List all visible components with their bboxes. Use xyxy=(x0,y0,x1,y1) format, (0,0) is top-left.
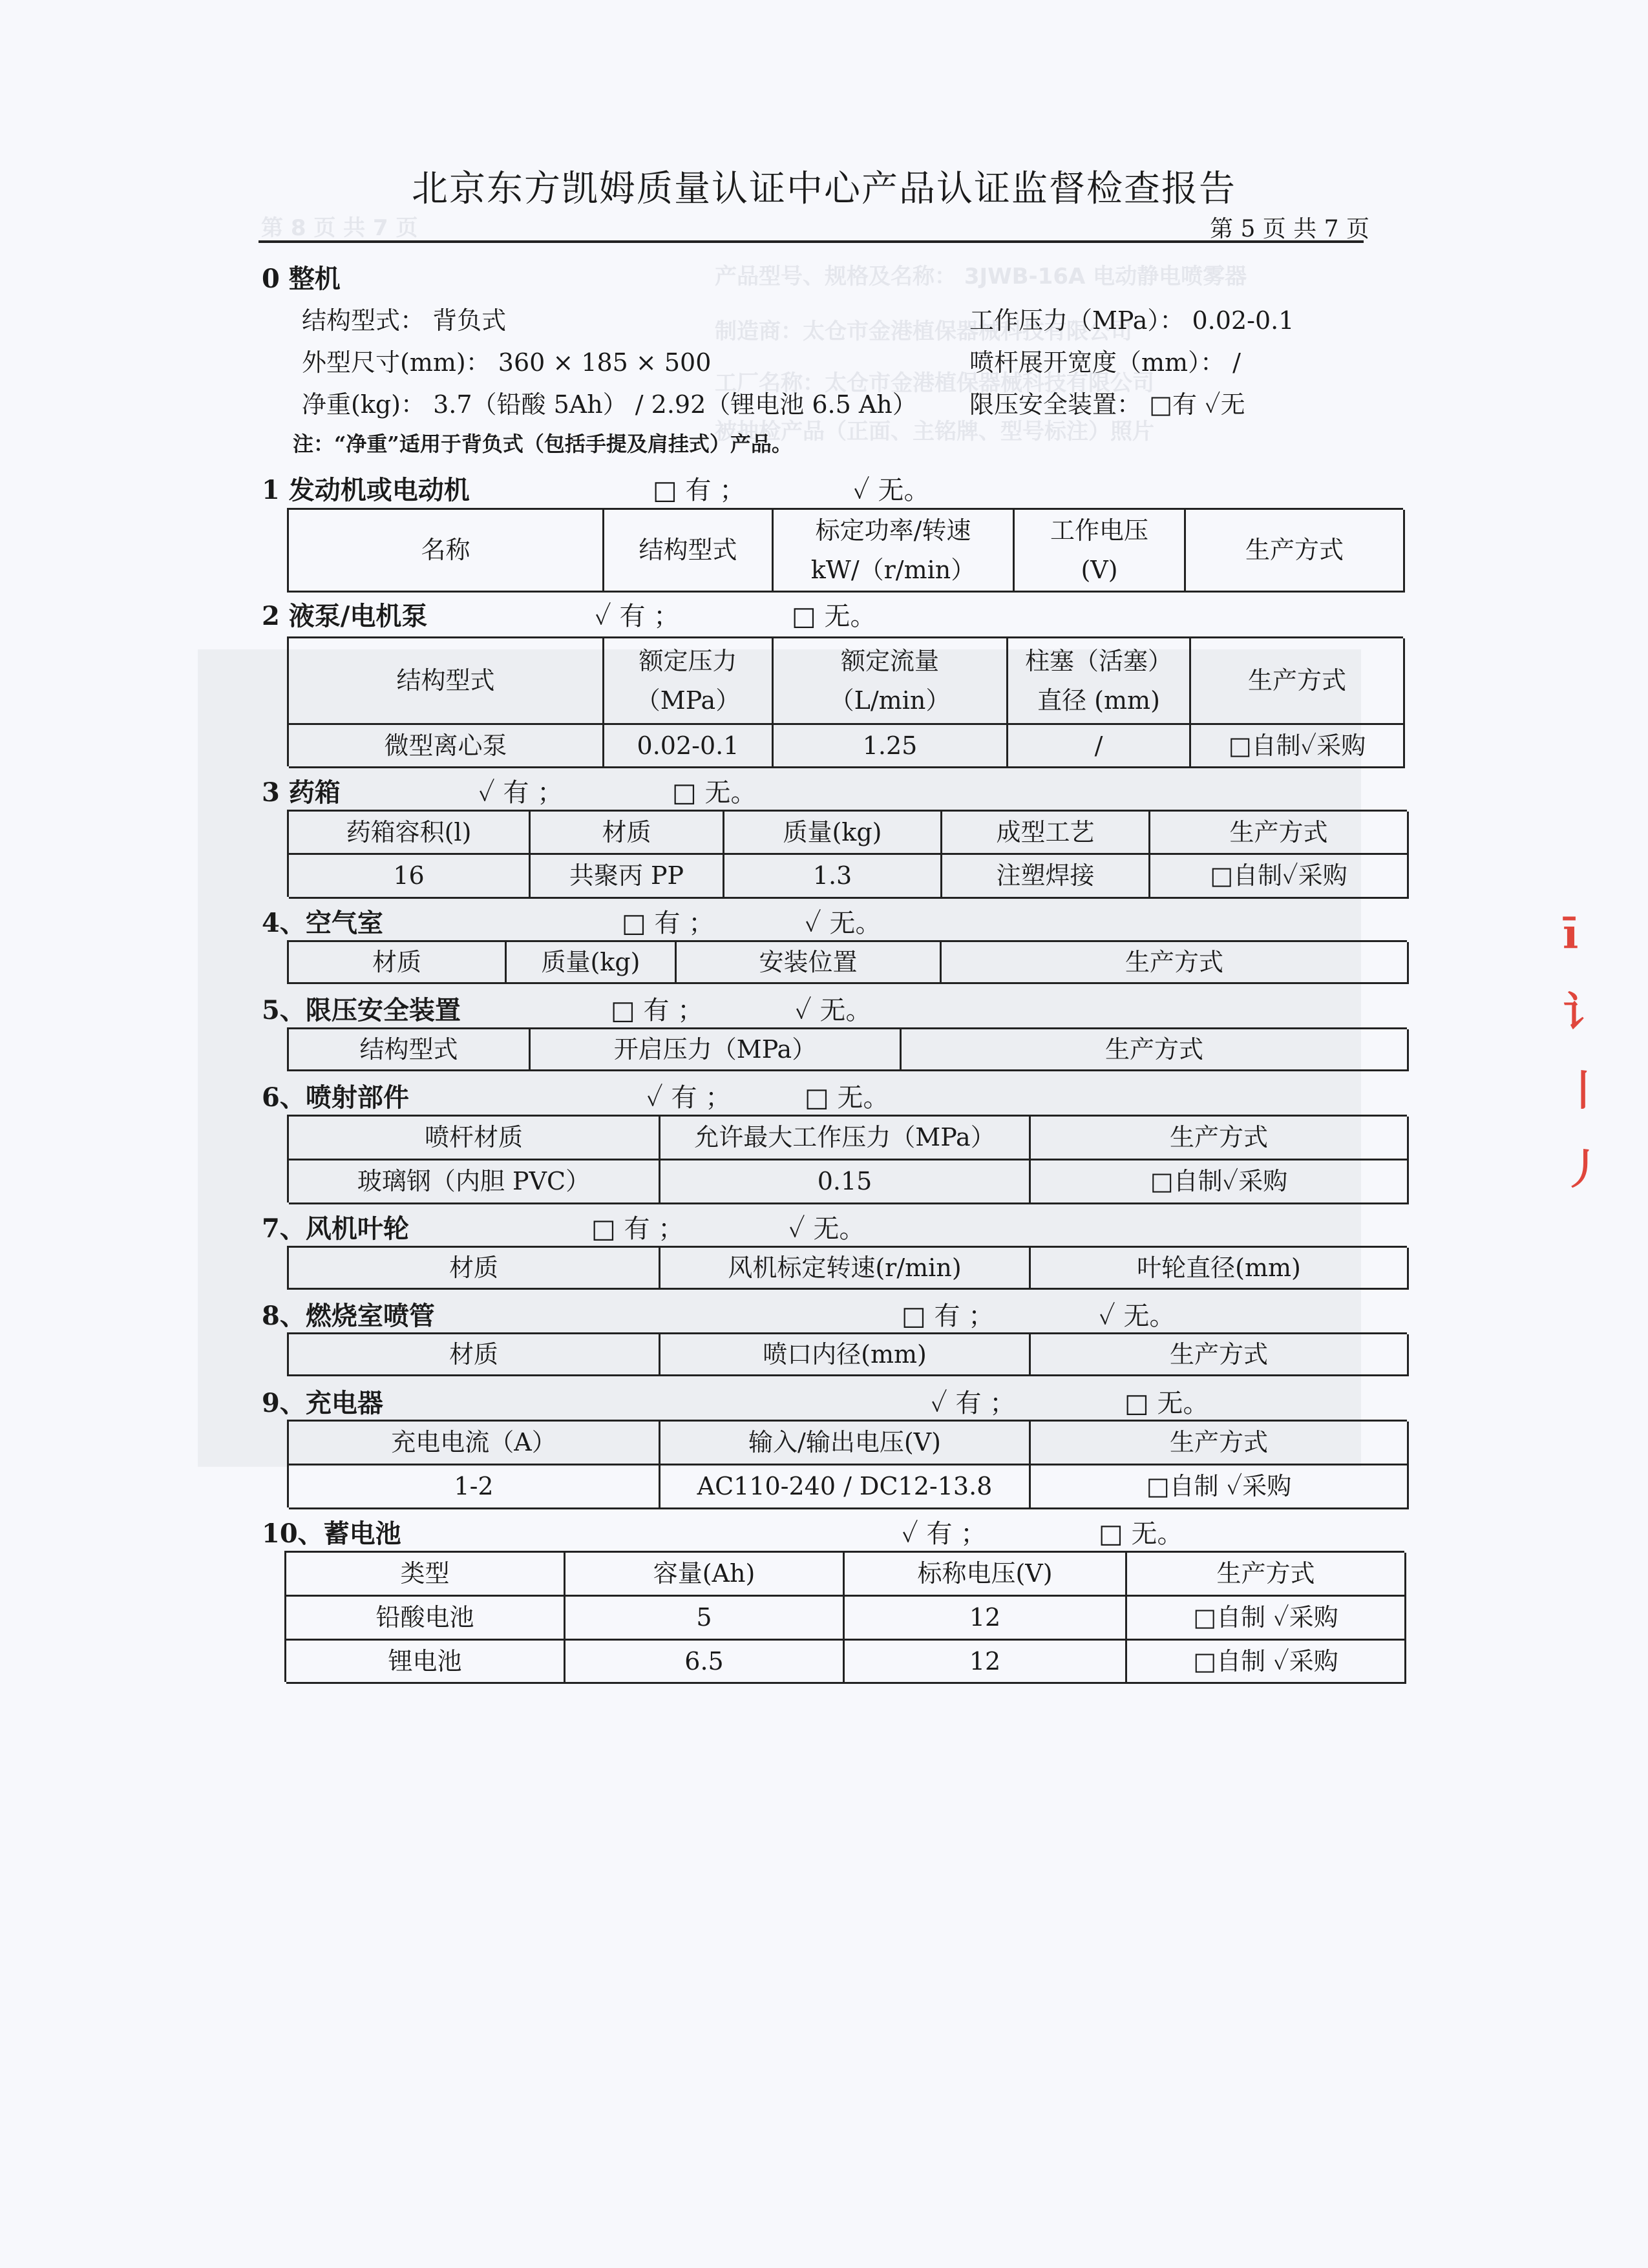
header-cell: 生产方式 xyxy=(1031,1117,1409,1160)
section-6-heading: 6、喷射部件 xyxy=(262,1082,409,1113)
header-cell: 叶轮直径(mm) xyxy=(1031,1248,1409,1290)
nozzle-table xyxy=(287,1332,1407,1376)
table-cell: 1.3 xyxy=(724,855,942,899)
charger-table xyxy=(287,1420,1407,1507)
header-cell: 质量(kg) xyxy=(507,942,677,984)
dimensions: 外型尺寸(mm)： 360 × 185 × 500 xyxy=(302,348,712,377)
boom-width: 喷杆展开宽度（mm）： / xyxy=(969,348,1241,377)
table-cell: 注塑焊接 xyxy=(942,855,1150,899)
table-cell: / xyxy=(1008,725,1191,768)
header-cell: 结构型式 xyxy=(604,510,774,593)
section-9-yes: ✓ 有 ； xyxy=(931,1389,1016,1418)
header-cell: 生产方式 xyxy=(1127,1553,1406,1597)
section-8-no: ✓ 无。 xyxy=(1099,1301,1176,1331)
header-cell: 额定流量 （L/min） xyxy=(774,638,1008,725)
table-cell: 12 xyxy=(845,1641,1127,1684)
header-cell: 材质 xyxy=(289,1248,660,1290)
section-7-heading: 7、风机叶轮 xyxy=(262,1213,409,1244)
table-cell: □自制 ✓采购 xyxy=(1031,1465,1409,1509)
table-cell: 12 xyxy=(845,1597,1127,1641)
table-cell: 玻璃钢（内胆 PVC） xyxy=(289,1160,660,1204)
table-cell: 0.02-0.1 xyxy=(604,725,774,768)
section-8-yes: □ 有 ； xyxy=(902,1301,995,1331)
header-cell: 结构型式 xyxy=(289,638,604,725)
table-cell: AC110-240 / DC12-13.8 xyxy=(660,1465,1031,1509)
pressure-limit-table xyxy=(287,1027,1407,1071)
table-cell: □自制✓采购 xyxy=(1191,725,1405,768)
section-8-heading: 8、燃烧室喷管 xyxy=(262,1301,435,1331)
header-cell: 质量(kg) xyxy=(724,812,942,855)
section-4-no: ✓ 无。 xyxy=(805,908,882,938)
header-cell: 容量(Ah) xyxy=(565,1553,845,1597)
net-weight: 净重(kg)： 3.7（铅酸 5Ah） / 2.92（锂电池 6.5 Ah） xyxy=(302,390,917,419)
section-1-no: ✓ 无。 xyxy=(853,476,930,505)
section-9-no: □ 无。 xyxy=(1125,1389,1209,1418)
header-cell: 额定压力 （MPa） xyxy=(604,638,774,725)
table-cell: 0.15 xyxy=(660,1160,1031,1204)
section-4-heading: 4、空气室 xyxy=(262,908,383,938)
header-cell: 生产方式 xyxy=(1150,812,1409,855)
section-6-yes: ✓ 有 ； xyxy=(646,1083,732,1113)
header-cell: 安装位置 xyxy=(677,942,942,984)
table-cell: □自制✓采购 xyxy=(1150,855,1409,899)
margin-red-mark: ī 讠 丨 丿 xyxy=(1563,910,1604,1194)
header-cell: 柱塞（活塞） 直径 (mm) xyxy=(1008,638,1191,725)
title-rule xyxy=(259,240,1364,243)
weight-note: 注：“净重”适用于背负式（包括手提及肩挂式）产品。 xyxy=(293,432,792,456)
section-10-heading: 10、蓄电池 xyxy=(262,1518,401,1549)
section-3-yes: ✓ 有 ； xyxy=(478,778,564,808)
table-cell: 锂电池 xyxy=(286,1641,565,1684)
section-2-no: □ 无。 xyxy=(792,602,876,631)
section-7-yes: □ 有 ； xyxy=(591,1214,684,1244)
header-cell: 生产方式 xyxy=(1191,638,1405,725)
table-cell: 微型离心泵 xyxy=(289,725,604,768)
table-cell: 5 xyxy=(565,1597,845,1641)
table-cell: 共聚丙 PP xyxy=(531,855,724,899)
table-cell: 1-2 xyxy=(289,1465,660,1509)
section-0-heading: 0 整机 xyxy=(262,264,341,294)
page-number: 第 5 页 共 7 页 xyxy=(1210,216,1370,242)
battery-table xyxy=(284,1551,1404,1682)
header-cell: 充电电流（A） xyxy=(289,1422,660,1465)
section-2-heading: 2 液泵/电机泵 xyxy=(262,601,428,631)
bleed-through-line: 被抽检产品（正面、主铭牌、型号标注）照片 xyxy=(715,419,1154,445)
section-10-yes: ✓ 有 ； xyxy=(902,1519,987,1549)
header-cell: 喷口内径(mm) xyxy=(660,1334,1031,1376)
header-cell: 工作电压 (V) xyxy=(1015,510,1186,593)
section-3-no: □ 无。 xyxy=(672,778,757,808)
header-cell: 类型 xyxy=(286,1553,565,1597)
header-cell: 生产方式 xyxy=(902,1029,1409,1071)
pump-table xyxy=(287,636,1403,766)
fan-table xyxy=(287,1246,1407,1290)
header-cell: 材质 xyxy=(289,1334,660,1376)
section-6-no: □ 无。 xyxy=(805,1083,889,1113)
working-pressure: 工作压力（MPa）： 0.02-0.1 xyxy=(969,306,1294,335)
section-4-yes: □ 有 ； xyxy=(622,908,715,938)
air-chamber-table xyxy=(287,940,1407,984)
report-title: 北京东方凯姆质量认证中心产品认证监督检查报告 xyxy=(412,168,1236,210)
section-5-no: ✓ 无。 xyxy=(795,996,872,1025)
header-cell: 标称电压(V) xyxy=(845,1553,1127,1597)
header-cell: 生产方式 xyxy=(1186,510,1405,593)
header-cell: 风机标定转速(r/min) xyxy=(660,1248,1031,1290)
structure-type: 结构型式： 背负式 xyxy=(302,306,507,335)
section-1-yes: □ 有 ； xyxy=(653,476,746,505)
header-cell: 标定功率/转速 kW/（r/min） xyxy=(774,510,1015,593)
bleed-through-page: 第 8 页 共 7 页 xyxy=(261,215,418,241)
header-cell: 成型工艺 xyxy=(942,812,1150,855)
section-9-heading: 9、充电器 xyxy=(262,1388,383,1418)
bleed-through-line: 工厂名称：太仓市金港植保器械科技有限公司 xyxy=(715,370,1154,396)
table-cell: 16 xyxy=(289,855,531,899)
header-cell: 名称 xyxy=(289,510,604,593)
section-5-yes: □ 有 ； xyxy=(611,996,704,1025)
header-cell: 喷杆材质 xyxy=(289,1117,660,1160)
header-cell: 开启压力（MPa） xyxy=(531,1029,902,1071)
header-cell: 生产方式 xyxy=(1031,1422,1409,1465)
bleed-through-line: 制造商：太仓市金港植保器械科技有限公司 xyxy=(715,319,1132,344)
section-7-no: ✓ 无。 xyxy=(788,1214,865,1244)
section-10-no: □ 无。 xyxy=(1099,1519,1183,1549)
section-5-heading: 5、限压安全装置 xyxy=(262,995,461,1025)
header-cell: 生产方式 xyxy=(1031,1334,1409,1376)
spray-parts-table xyxy=(287,1115,1407,1202)
section-2-yes: ✓ 有 ； xyxy=(595,602,680,631)
header-cell: 药箱容积(l) xyxy=(289,812,531,855)
table-cell: □自制 ✓采购 xyxy=(1127,1597,1406,1641)
table-cell: □自制✓采购 xyxy=(1031,1160,1409,1204)
header-cell: 输入/输出电压(V) xyxy=(660,1422,1031,1465)
table-cell: □自制 ✓采购 xyxy=(1127,1641,1406,1684)
engine-table xyxy=(287,508,1403,593)
header-cell: 材质 xyxy=(289,942,507,984)
table-cell: 6.5 xyxy=(565,1641,845,1684)
pressure-limit-device: 限压安全装置： □有 ✓无 xyxy=(969,390,1245,419)
table-cell: 铅酸电池 xyxy=(286,1597,565,1641)
bleed-through-line: 产品型号、规格及名称： 3JWB-16A 电动静电喷雾器 xyxy=(715,264,1247,289)
header-cell: 结构型式 xyxy=(289,1029,531,1071)
header-cell: 材质 xyxy=(531,812,724,855)
section-3-heading: 3 药箱 xyxy=(262,777,341,808)
table-cell: 1.25 xyxy=(774,725,1008,768)
header-cell: 生产方式 xyxy=(942,942,1409,984)
section-1-heading: 1 发动机或电动机 xyxy=(262,475,470,505)
header-cell: 允许最大工作压力（MPa） xyxy=(660,1117,1031,1160)
tank-table xyxy=(287,810,1407,897)
